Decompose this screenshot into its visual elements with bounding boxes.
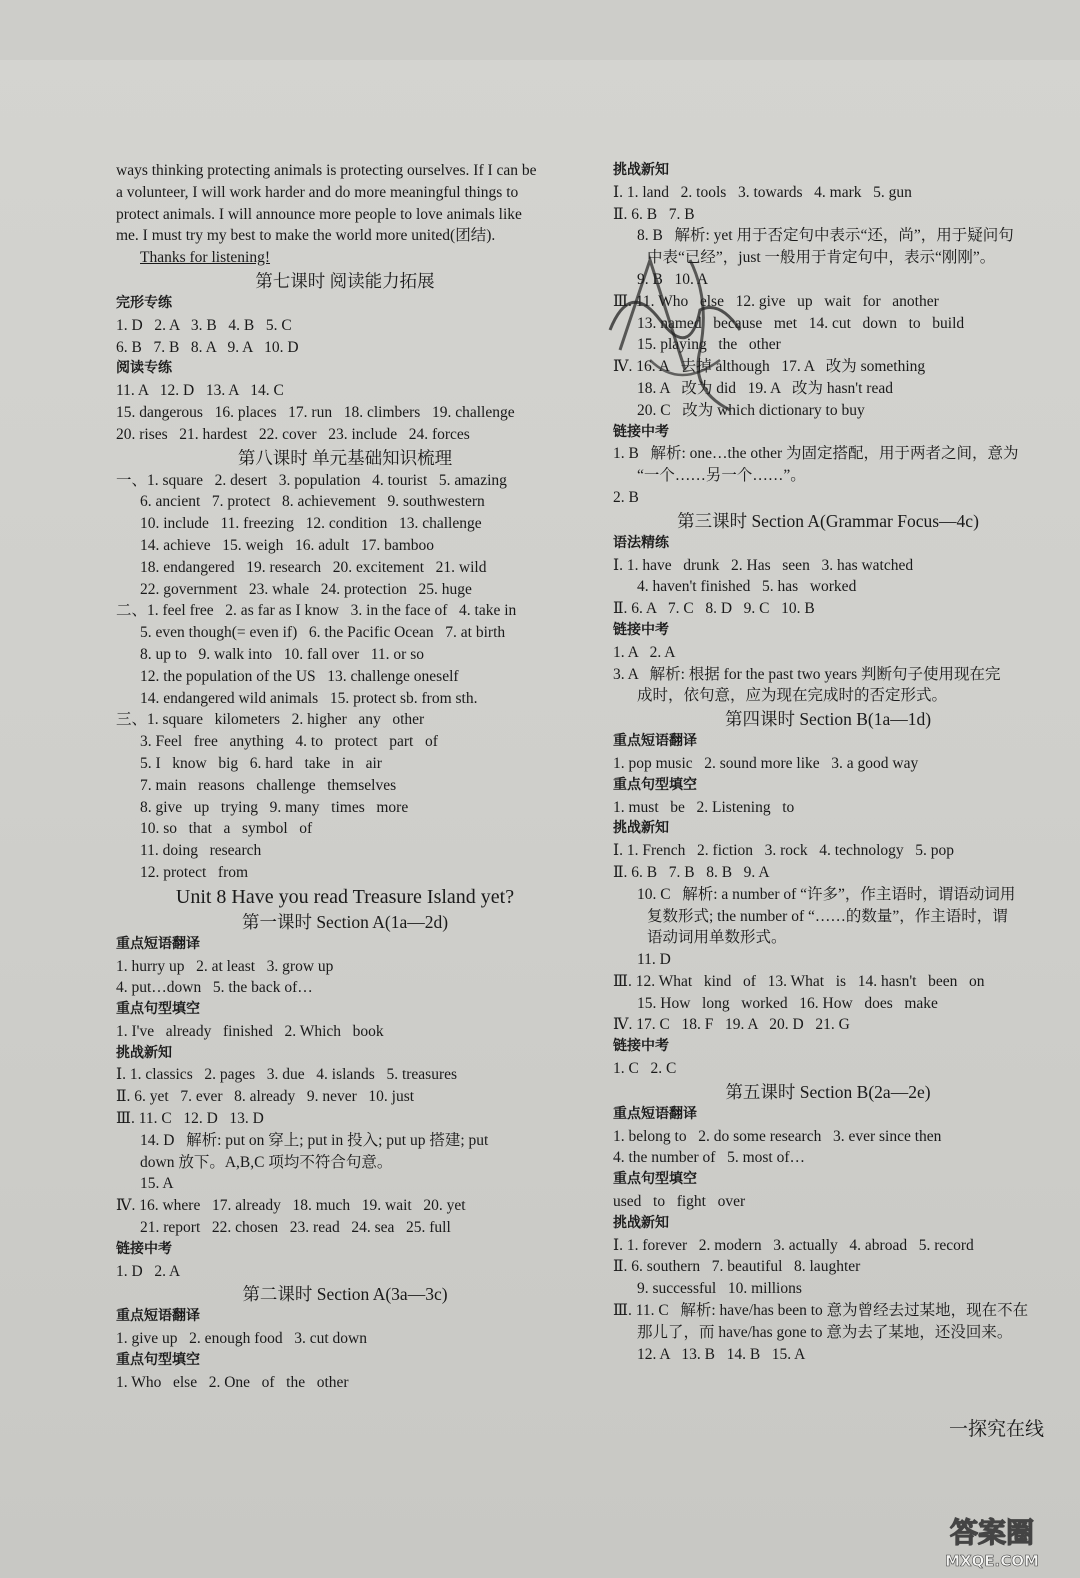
answer-line: 11. D xyxy=(637,951,671,969)
answer-line: 1. C 2. C xyxy=(613,1060,677,1078)
section-heading: 链接中考 xyxy=(116,1240,172,1257)
answer-line: 4. haven't finished 5. has worked xyxy=(637,578,857,596)
answer-line: 1. belong to 2. do some research 3. ever since then xyxy=(613,1127,942,1145)
answer-line: Ⅰ. 1. classics 2. pages 3. due 4. islands 5. treasures xyxy=(116,1066,458,1084)
left-column xyxy=(116,160,574,1394)
top-margin xyxy=(0,0,1080,60)
section-heading: 挑战新知 xyxy=(613,162,669,178)
answer-line: 3. Feel free anything 4. to protect part of xyxy=(140,733,438,751)
svg-text:MXQE.COM: MXQE.COM xyxy=(945,1552,1039,1570)
section-heading: 链接中考 xyxy=(613,621,669,638)
answer-line: 5. I know big 6. hard take in air xyxy=(140,754,382,772)
answer-line: 12. A 13. B 14. B 15. A xyxy=(637,1345,806,1363)
answer-line: 22. government 23. whale 24. protection 25. huge xyxy=(140,580,472,598)
answer-line: 18. endangered 19. research 20. excitement 21. wild xyxy=(140,558,487,576)
section-heading: 重点句型填空 xyxy=(613,776,697,793)
answer-line: 1. give up 2. enough food 3. cut down xyxy=(116,1330,367,1348)
answer-line: 10. so that a symbol of xyxy=(140,820,313,838)
answer-line: 语动词用单数形式。 xyxy=(647,929,787,947)
answer-line: Thanks for listening! xyxy=(140,249,271,267)
answer-line: 3. A 解析: 根据 for the past two years 判断句子使用现在完 xyxy=(613,665,1001,683)
section-heading: 重点短语翻译 xyxy=(613,1105,697,1122)
answer-line: Ⅰ. 1. land 2. tools 3. towards 4. mark 5. gun xyxy=(613,183,912,201)
section-heading: 重点短语翻译 xyxy=(116,935,200,952)
section-heading: 阅读专练 xyxy=(116,360,172,377)
lesson-title: 第八课时 单元基础知识梳理 xyxy=(237,447,453,468)
section-heading: 链接中考 xyxy=(613,1038,669,1055)
section-heading: 链接中考 xyxy=(613,423,669,440)
answer-line: 二、1. feel free 2. as far as I know 3. in the face of 4. take in xyxy=(116,602,517,620)
answer-line: 成时，依句意，应为现在完成时的否定形式。 xyxy=(637,687,948,705)
section-heading: 完形专练 xyxy=(116,294,172,311)
answer-line: 18. A 改为 did 19. A 改为 hasn't read xyxy=(637,379,893,397)
answer-line: 1. D 2. A 3. B 4. B 5. C xyxy=(116,316,292,334)
section-heading: 重点短语翻译 xyxy=(613,733,697,750)
answer-line: 那儿了，而 have/has gone to 意为去了某地，还没回来。 xyxy=(637,1323,1013,1341)
answer-line: 12. protect from xyxy=(140,863,249,881)
answer-line: Ⅲ. 11. Who else 12. give up wait for another xyxy=(613,292,939,310)
watermark-logo xyxy=(912,1506,1072,1572)
section-heading: 挑战新知 xyxy=(613,820,669,837)
lesson-title: 第五课时 Section B(2a—2e) xyxy=(725,1081,931,1102)
answer-line: 20. C 改为 which dictionary to buy xyxy=(637,401,865,419)
answer-line: 4. the number of 5. most of… xyxy=(613,1149,806,1167)
answer-line: 9. B 10. A xyxy=(637,270,709,288)
section-heading: 重点句型填空 xyxy=(116,1001,200,1018)
lesson-title: 第一课时 Section A(1a—2d) xyxy=(241,911,449,932)
right-column xyxy=(613,160,1043,1365)
answer-line: ways thinking protecting animals is protecting ourselves. If I can be xyxy=(116,162,537,179)
lesson-title: 第七课时 阅读能力拓展 xyxy=(255,270,435,291)
answer-line: 1. hurry up 2. at least 3. grow up xyxy=(116,957,334,975)
answer-line: Ⅳ. 16. A 去掉 although 17. A 改为 something xyxy=(613,358,926,376)
answer-line: 4. put…down 5. the back of… xyxy=(116,979,313,997)
answer-line: 13. named because met 14. cut down to build xyxy=(637,314,965,332)
answer-line: 8. B 解析: yet 用于否定句中表示“还，尚”，用于疑问句 xyxy=(637,227,1014,245)
answer-line: 20. rises 21. hardest 22. cover 23. include 24. forces xyxy=(116,425,470,443)
answer-line: Ⅲ. 11. C 解析: have/has been to 意为曾经去过某地，现在不在 xyxy=(613,1302,1029,1320)
lesson-title: 第四课时 Section B(1a—1d) xyxy=(724,709,932,730)
section-heading: 重点句型填空 xyxy=(116,1352,200,1369)
page-footer: 一探究在线 xyxy=(948,1418,1044,1440)
answer-line: 1. D 2. A xyxy=(116,1262,181,1280)
answer-line: 8. up to 9. walk into 10. fall over 11. or so xyxy=(140,645,424,663)
answer-line: 14. D 解析: put on 穿上; put in 投入; put up 搭建; put xyxy=(140,1131,489,1149)
answer-line: 12. the population of the US 13. challenge oneself xyxy=(140,667,459,685)
section-heading: 语法精练 xyxy=(613,534,669,551)
answer-line: 15. How long worked 16. How does make xyxy=(637,994,938,1012)
answer-line: 10. C 解析: a number of “许多”，作主语时，谓语动词用 xyxy=(637,885,1016,903)
answer-line: Ⅱ. 6. B 7. B 8. B 9. A xyxy=(613,863,770,881)
answer-line: 1. Who else 2. One of the other xyxy=(116,1373,349,1391)
answer-line: 6. B 7. B 8. A 9. A 10. D xyxy=(116,338,299,356)
answer-line: Ⅳ. 17. C 18. F 19. A 20. D 21. G xyxy=(613,1016,850,1034)
answer-line: Ⅰ. 1. have drunk 2. Has seen 3. has watched xyxy=(613,556,914,574)
answer-line: 21. report 22. chosen 23. read 24. sea 25. full xyxy=(140,1219,451,1237)
answer-line: 10. include 11. freezing 12. condition 13. challenge xyxy=(140,515,482,533)
answer-line: Ⅳ. 16. where 17. already 18. much 19. wait 20. yet xyxy=(116,1197,466,1215)
unit-title: Unit 8 Have you read Treasure Island yet? xyxy=(175,885,515,908)
section-heading: 挑战新知 xyxy=(116,1044,172,1061)
answer-line: 一、1. square 2. desert 3. population 4. tourist 5. amazing xyxy=(116,471,507,489)
answer-line: Ⅱ. 6. southern 7. beautiful 8. laughter xyxy=(613,1258,861,1276)
answer-line: 7. main reasons challenge themselves xyxy=(140,776,397,794)
answer-line: “一个……另一个……”。 xyxy=(637,467,806,485)
answer-line: 1. pop music 2. sound more like 3. a good way xyxy=(613,754,919,772)
answer-line: 8. give up trying 9. many times more xyxy=(140,798,409,816)
answer-line: 三、1. square kilometers 2. higher any other xyxy=(116,711,425,729)
answer-line: 1. B 解析: one…the other 为固定搭配，用于两者之间，意为 xyxy=(613,445,1019,463)
answer-line: Ⅰ. 1. forever 2. modern 3. actually 4. abroad 5. record xyxy=(613,1236,974,1254)
answer-line: Ⅱ. 6. yet 7. ever 8. already 9. never 10. just xyxy=(116,1088,415,1106)
answer-line: Ⅰ. 1. French 2. fiction 3. rock 4. technology 5. pop xyxy=(613,842,955,860)
lesson-title: 第三课时 Section A(Grammar Focus—4c) xyxy=(677,510,979,531)
answer-line: 11. A 12. D 13. A 14. C xyxy=(116,382,284,400)
answer-line: 14. endangered wild animals 15. protect sb. from sth. xyxy=(140,689,478,707)
answer-line: 11. doing research xyxy=(140,842,262,860)
answer-line: a volunteer, I will work harder and do more meaningful things to xyxy=(116,183,519,201)
answer-line: me. I must try my best to make the world more united(团结). xyxy=(116,227,496,245)
answer-line: 5. even though(= even if) 6. the Pacific Ocean 7. at birth xyxy=(140,624,506,642)
section-heading: 重点短语翻译 xyxy=(116,1308,200,1325)
answer-line: 15. A xyxy=(140,1175,174,1193)
answer-line: 15. dangerous 16. places 17. run 18. climbers 19. challenge xyxy=(116,403,515,421)
answer-line: 复数形式; the number of “……的数量”，作主语时，谓 xyxy=(647,907,1008,925)
lesson-title: 第二课时 Section A(3a—3c) xyxy=(242,1284,448,1305)
answer-line: 1. must be 2. Listening to xyxy=(613,798,795,816)
watermark-logo-text: 答案圈 xyxy=(949,1516,1035,1549)
answer-line: down 放下。A,B,C 项均不符合句意。 xyxy=(140,1153,393,1171)
answer-line: 中表“已经”，just 一般用于肯定句中，表示“刚刚”。 xyxy=(647,249,996,267)
section-heading: 重点句型填空 xyxy=(613,1171,697,1188)
answer-line: Ⅱ. 6. A 7. C 8. D 9. C 10. B xyxy=(613,600,815,618)
answer-line: Ⅱ. 6. B 7. B xyxy=(613,205,695,223)
answer-line: used to fight over xyxy=(613,1193,746,1211)
answer-line: Ⅲ. 11. C 12. D 13. D xyxy=(116,1110,264,1128)
answer-line: Ⅲ. 12. What kind of 13. What is 14. hasn't been on xyxy=(613,972,985,990)
answer-line: 14. achieve 15. weigh 16. adult 17. bamboo xyxy=(140,536,435,554)
answer-line: 15. playing the other xyxy=(637,336,781,354)
section-heading: 挑战新知 xyxy=(613,1214,669,1231)
answer-line: 2. B xyxy=(613,488,639,506)
answer-line: 6. ancient 7. protect 8. achievement 9. southwestern xyxy=(140,493,485,511)
answer-line: 1. A 2. A xyxy=(613,643,676,661)
answer-line: 9. successful 10. millions xyxy=(637,1280,802,1298)
answer-line: 1. I've already finished 2. Which book xyxy=(116,1022,384,1040)
answer-line: protect animals. I will announce more people to love animals like xyxy=(116,205,522,223)
